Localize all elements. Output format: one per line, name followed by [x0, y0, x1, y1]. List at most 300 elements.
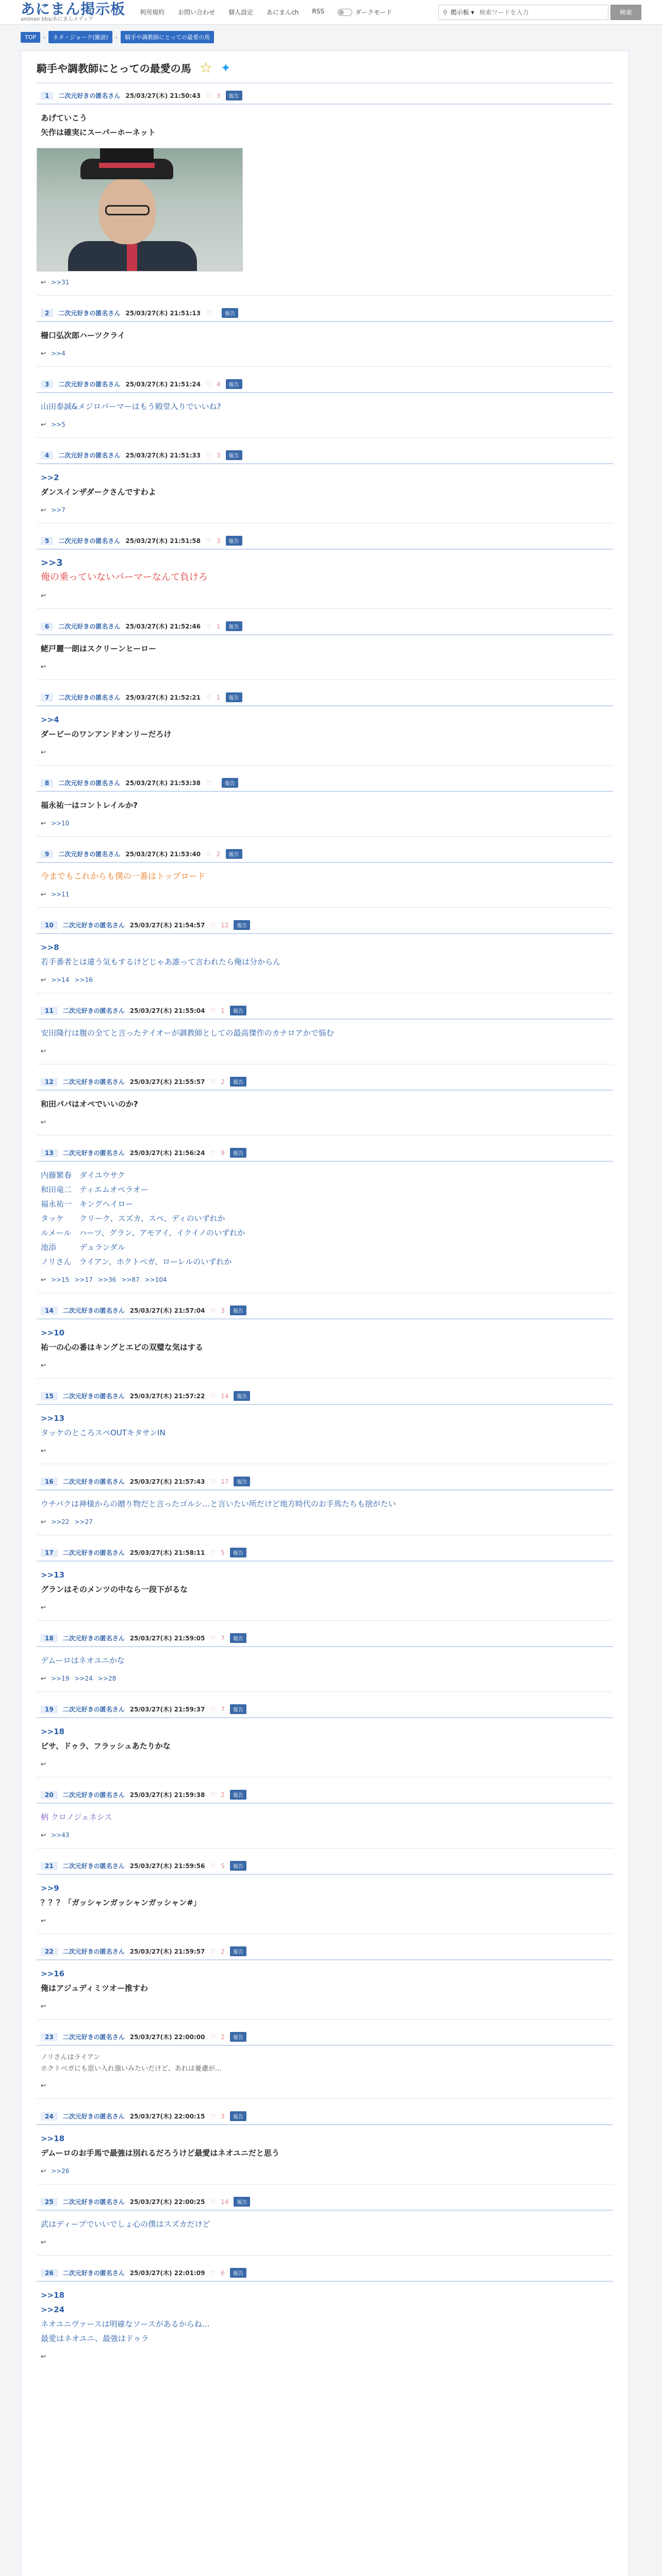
post-text-line: デムーロのお手馬で最強は別れるだろうけど最愛はネオユニだと思う — [41, 2148, 279, 2158]
post-author: 二次元好きの匿名さん — [62, 1706, 125, 1713]
toggle-switch-icon[interactable] — [338, 9, 352, 16]
reply-icon[interactable]: ↩ — [41, 820, 46, 827]
like-count: 2 — [216, 850, 221, 858]
post-number[interactable]: 4 — [41, 451, 53, 460]
post-meta — [37, 533, 613, 550]
post-date: 25/03/27(木) 21:53:40 — [125, 851, 201, 858]
post-number[interactable]: 10 — [41, 921, 58, 929]
post-text-line: 柵口弘次郎ハーツクライ — [41, 331, 125, 340]
like-heart-icon[interactable]: ♡ — [210, 1791, 216, 1799]
reply-icon[interactable]: ↩ — [41, 1276, 46, 1283]
post-body — [37, 792, 613, 816]
post-body — [37, 706, 613, 744]
post-meta — [37, 1545, 613, 1562]
post — [37, 614, 613, 680]
post-meta — [37, 618, 613, 635]
post-image[interactable] — [37, 148, 243, 272]
post-number[interactable]: 26 — [41, 2269, 58, 2277]
breadcrumb-category[interactable]: ネタ・ジョーク(雑談) — [48, 31, 112, 43]
post-text-line: グランはそのメンツの中なら一段下がるな — [41, 1585, 188, 1594]
post-date: 25/03/27(木) 21:59:56 — [129, 1862, 205, 1870]
post-meta — [37, 1145, 613, 1162]
like-heart-icon[interactable]: ♡ — [210, 1392, 216, 1400]
post-meta — [37, 689, 613, 706]
post-footer — [37, 502, 613, 514]
post-number[interactable]: 7 — [41, 693, 53, 702]
post-number[interactable]: 15 — [41, 1392, 58, 1400]
post-meta — [37, 1858, 613, 1875]
post-author: 二次元好きの匿名さん — [58, 92, 121, 99]
like-heart-icon[interactable]: ♡ — [206, 537, 211, 545]
post-body — [37, 1804, 613, 1827]
reply-ref-link[interactable]: >>27 — [74, 1518, 93, 1526]
post-text-line: 和田竜二 ティエムオペラオー — [41, 1185, 148, 1194]
post-body — [37, 1091, 613, 1114]
post-text-line: ピサ、ドゥラ、フラッシュあたりかな — [41, 1741, 171, 1751]
post-number[interactable]: 17 — [41, 1549, 58, 1557]
post-author: 二次元好きの匿名さん — [62, 1149, 125, 1157]
like-heart-icon[interactable]: ♡ — [210, 2269, 216, 2277]
reply-anchor-link[interactable]: >>16 — [41, 1969, 65, 1978]
post-number[interactable]: 5 — [41, 537, 53, 545]
post-footer — [37, 972, 613, 984]
post-list — [37, 83, 613, 2576]
post — [37, 301, 613, 367]
reply-icon[interactable]: ↩ — [41, 1917, 46, 1924]
post-date: 25/03/27(木) 21:51:58 — [125, 537, 201, 545]
report-button[interactable]: 報告 — [230, 1861, 246, 1871]
reply-anchor-link[interactable]: >>13 — [41, 1414, 65, 1423]
report-button[interactable]: 報告 — [226, 692, 242, 702]
like-count: 3 — [221, 1307, 225, 1314]
like-count: 2 — [221, 1078, 225, 1086]
post-date: 25/03/27(木) 21:51:13 — [125, 310, 201, 317]
report-button[interactable]: 報告 — [230, 1633, 246, 1643]
like-count: 3 — [221, 2112, 225, 2120]
post-footer — [37, 2163, 613, 2175]
like-heart-icon[interactable]: ♡ — [210, 1634, 216, 1642]
site-header — [0, 0, 662, 25]
reply-ref-link[interactable]: >>14 — [51, 976, 70, 984]
reply-anchor-link[interactable]: >>18 — [41, 2291, 65, 2300]
like-count: 1 — [216, 693, 221, 701]
post-footer — [37, 1114, 613, 1126]
like-heart-icon[interactable]: ♡ — [206, 779, 211, 787]
like-count: 5 — [221, 1862, 225, 1870]
post-meta — [37, 917, 613, 934]
like-heart-icon[interactable]: ♡ — [206, 309, 211, 317]
report-button[interactable]: 報告 — [222, 778, 238, 788]
logo-subtitle: animan bbs/あにまんメディア — [21, 16, 94, 22]
like-heart-icon[interactable]: ♡ — [206, 622, 211, 630]
reply-icon[interactable]: ↩ — [41, 1832, 46, 1839]
report-button[interactable]: 報告 — [230, 1548, 246, 1557]
post — [37, 1298, 613, 1379]
post-footer — [37, 816, 613, 827]
post-date: 25/03/27(木) 21:59:38 — [129, 1791, 205, 1799]
post-footer — [37, 1443, 613, 1454]
post-text-line: デムーロはネオユニかな — [41, 1656, 125, 1665]
post-footer — [37, 1671, 613, 1682]
post-body — [37, 2046, 613, 2078]
like-count: 2 — [221, 1947, 225, 1955]
post-author: 二次元好きの匿名さん — [62, 1791, 125, 1799]
header-nav — [140, 8, 324, 16]
post — [37, 1854, 613, 1934]
like-heart-icon[interactable]: ♡ — [206, 693, 211, 701]
post-text-line: ノリさんはライアン — [41, 2054, 101, 2061]
post-author: 二次元好きの匿名さん — [62, 2198, 125, 2206]
favorite-star-icon[interactable]: ☆ — [199, 59, 212, 76]
breadcrumb-top[interactable]: TOP — [21, 32, 40, 43]
reply-anchor-link[interactable]: >>8 — [41, 943, 59, 952]
reply-ref-link[interactable]: >>87 — [121, 1276, 140, 1283]
like-heart-icon[interactable]: ♡ — [206, 380, 211, 388]
post-meta — [37, 2194, 613, 2211]
post-body — [37, 464, 613, 502]
logo-title[interactable]: あにまん掲示板 — [21, 0, 126, 18]
report-button[interactable]: 報告 — [226, 536, 242, 546]
site-logo[interactable] — [21, 2, 125, 23]
post-text-line: 福永祐一 キングヘイロー — [41, 1199, 134, 1209]
reply-icon[interactable]: ↩ — [41, 1447, 46, 1454]
reply-icon[interactable]: ↩ — [41, 1675, 46, 1682]
reply-icon[interactable]: ↩ — [41, 1760, 46, 1768]
nav-contact[interactable]: お問い合わせ — [178, 9, 216, 16]
post — [37, 1626, 613, 1692]
like-heart-icon[interactable]: ♡ — [210, 1947, 216, 1955]
search-scope-select[interactable]: 掲示板 ▾ — [450, 9, 474, 16]
post-number[interactable]: 13 — [41, 1149, 58, 1157]
reply-icon[interactable]: ↩ — [41, 1604, 46, 1611]
reply-icon[interactable]: ↩ — [41, 1118, 46, 1126]
nav-terms[interactable]: 利用規約 — [140, 9, 165, 16]
report-button[interactable]: 報告 — [230, 2111, 246, 2121]
post-date: 25/03/27(木) 21:57:22 — [129, 1393, 205, 1400]
post-footer — [37, 1358, 613, 1369]
report-button[interactable]: 報告 — [230, 1704, 246, 1714]
like-heart-icon[interactable]: ♡ — [206, 92, 211, 99]
post-text-line: 武はディープでいいでしょ心の僕はスズカだけど — [41, 2219, 210, 2229]
like-heart-icon[interactable]: ♡ — [210, 1549, 216, 1556]
post — [37, 83, 613, 296]
post-meta — [37, 2108, 613, 2125]
post-number[interactable]: 19 — [41, 1705, 58, 1714]
post-number[interactable]: 3 — [41, 380, 53, 388]
post — [37, 998, 613, 1064]
post-footer — [37, 2349, 613, 2360]
like-count: 2 — [221, 2033, 225, 2041]
post-text-line: ノリさん ライアン、ホクトベガ、ローレルのいずれか — [41, 1257, 232, 1266]
reply-icon[interactable]: ↩ — [41, 2082, 46, 2089]
post-text-line: ホクトベガにも思い入れ強いみたいだけど、あれは憂慮が… — [41, 2065, 222, 2073]
report-button[interactable]: 報告 — [226, 450, 242, 460]
post-meta — [37, 1473, 613, 1490]
post-number[interactable]: 16 — [41, 1478, 58, 1486]
reply-ref-link[interactable]: >>43 — [51, 1832, 70, 1839]
post-number[interactable]: 22 — [41, 1947, 58, 1956]
post — [37, 2261, 613, 2576]
reply-icon[interactable]: ↩ — [41, 2239, 46, 2246]
like-count: 7 — [221, 1634, 225, 1642]
post-body — [37, 1960, 613, 1998]
reply-icon[interactable]: ↩ — [41, 749, 46, 756]
reply-ref-link[interactable]: >>19 — [51, 1675, 70, 1682]
report-button[interactable]: 報告 — [234, 920, 250, 930]
like-count: 3 — [216, 451, 221, 459]
post-number[interactable]: 6 — [41, 622, 53, 631]
like-heart-icon[interactable]: ♡ — [206, 451, 211, 459]
like-count: 7 — [221, 1705, 225, 1713]
reply-anchor-link[interactable]: >>18 — [41, 1727, 65, 1736]
post-text-line: ダンスインザダークさんですわよ — [41, 487, 156, 497]
post-date: 25/03/27(木) 21:52:21 — [125, 694, 201, 701]
post-footer — [37, 1514, 613, 1526]
post-footer — [37, 1600, 613, 1611]
report-button[interactable]: 報告 — [234, 2197, 250, 2207]
reply-ref-link[interactable]: >>10 — [51, 820, 70, 827]
like-heart-icon[interactable]: ♡ — [210, 1149, 216, 1157]
post — [37, 1939, 613, 2020]
nav-rss[interactable]: RSS — [312, 8, 324, 15]
report-button[interactable]: 報告 — [230, 1946, 246, 1956]
post-date: 25/03/27(木) 21:59:05 — [129, 1635, 205, 1642]
report-button[interactable]: 報告 — [226, 621, 242, 631]
like-heart-icon[interactable]: ♡ — [210, 2198, 216, 2206]
post — [37, 1469, 613, 1535]
post-body — [37, 550, 613, 588]
thread-header — [37, 60, 613, 83]
post-author: 二次元好きの匿名さん — [62, 1862, 125, 1870]
search-box[interactable] — [438, 5, 608, 20]
reply-ref-link[interactable]: >>11 — [51, 891, 70, 898]
like-heart-icon[interactable]: ♡ — [210, 1862, 216, 1870]
reply-ref-link[interactable]: >>31 — [51, 279, 70, 286]
like-heart-icon[interactable]: ♡ — [210, 1478, 216, 1485]
post-meta — [37, 1074, 613, 1091]
reply-icon[interactable]: ↩ — [41, 2003, 46, 2010]
reply-ref-link[interactable]: >>36 — [97, 1276, 117, 1283]
like-count: 2 — [221, 1791, 225, 1799]
post-number[interactable]: 24 — [41, 2112, 58, 2121]
post-date: 25/03/27(木) 21:53:38 — [125, 779, 201, 787]
breadcrumb-thread[interactable]: 騎手や調教師にとっての最愛の馬 — [121, 31, 214, 43]
post-number[interactable]: 18 — [41, 1634, 58, 1642]
dark-mode-toggle[interactable] — [338, 8, 392, 16]
reply-icon[interactable]: ↩ — [41, 421, 46, 428]
reply-anchor-link[interactable]: >>13 — [41, 1570, 65, 1580]
post-author: 二次元好きの匿名さん — [62, 1549, 125, 1556]
reply-icon[interactable]: ↩ — [41, 350, 46, 357]
post-number[interactable]: 8 — [41, 779, 53, 787]
reply-icon[interactable]: ↩ — [41, 891, 46, 898]
report-button[interactable]: 報告 — [234, 1391, 250, 1401]
post-number[interactable]: 1 — [41, 92, 53, 100]
reply-ref-link[interactable]: >>104 — [144, 1276, 167, 1283]
like-heart-icon[interactable]: ♡ — [210, 2112, 216, 2120]
post-number[interactable]: 11 — [41, 1007, 58, 1015]
reply-icon[interactable]: ↩ — [41, 976, 46, 984]
reply-ref-link[interactable]: >>5 — [51, 421, 65, 428]
post-date: 25/03/27(木) 21:51:24 — [125, 381, 201, 388]
post-body — [37, 2282, 613, 2349]
post-number[interactable]: 21 — [41, 1862, 58, 1870]
reply-icon[interactable]: ↩ — [41, 506, 46, 514]
search-button[interactable]: 検索 — [610, 5, 641, 20]
nav-settings[interactable]: 個人設定 — [228, 9, 254, 16]
report-button[interactable]: 報告 — [230, 1077, 246, 1087]
post-author: 二次元好きの匿名さん — [62, 1007, 125, 1014]
post-number[interactable]: 12 — [41, 1078, 58, 1086]
like-heart-icon[interactable]: ♡ — [210, 1007, 216, 1014]
reply-anchor-link[interactable]: >>4 — [41, 715, 59, 724]
reply-ref-link[interactable]: >>24 — [74, 1675, 93, 1682]
report-button[interactable]: 報告 — [230, 2032, 246, 2042]
post-number[interactable]: 2 — [41, 309, 53, 317]
reply-ref-link[interactable]: >>4 — [51, 350, 65, 357]
post-date: 25/03/27(木) 21:57:04 — [129, 1307, 205, 1314]
like-heart-icon[interactable]: ♡ — [210, 1307, 216, 1314]
nav-animanch[interactable]: あにまんch — [267, 9, 299, 16]
post-author: 二次元好きの匿名さん — [62, 2033, 125, 2041]
post-meta — [37, 1701, 613, 1718]
reply-icon[interactable]: ↩ — [41, 1362, 46, 1369]
post-text-line: 安田隆行は腹の全てと言ったテイオーが調教師としての最高傑作のカナロアかで悩む — [41, 1028, 334, 1038]
thread-container — [21, 50, 629, 2576]
reply-ref-link[interactable]: >>15 — [51, 1276, 70, 1283]
like-count: 17 — [221, 1478, 229, 1485]
report-button[interactable]: 報告 — [234, 1477, 250, 1486]
like-heart-icon[interactable]: ♡ — [210, 2033, 216, 2041]
post-footer — [37, 744, 613, 756]
reply-ref-link[interactable]: >>28 — [97, 1675, 117, 1682]
reply-anchor-link[interactable]: >>18 — [41, 2134, 65, 2143]
like-heart-icon[interactable]: ♡ — [210, 921, 216, 929]
post-author: 二次元好きの匿名さん — [58, 851, 121, 858]
breadcrumb — [0, 25, 662, 43]
post — [37, 842, 613, 908]
like-count: 14 — [221, 2198, 229, 2206]
post — [37, 1697, 613, 1777]
reply-anchor-link[interactable]: >>3 — [41, 557, 63, 568]
reply-icon[interactable]: ↩ — [41, 592, 46, 599]
report-button[interactable]: 報告 — [230, 1006, 246, 1015]
post-text-line: 俺はアジュディミツオー推すわ — [41, 1984, 148, 1993]
post-author: 二次元好きの匿名さん — [62, 2269, 125, 2277]
post-date: 25/03/27(木) 21:56:24 — [129, 1149, 205, 1157]
report-button[interactable]: 報告 — [230, 1306, 246, 1315]
like-heart-icon[interactable]: ♡ — [210, 1078, 216, 1086]
reply-anchor-link[interactable]: >>2 — [41, 473, 59, 482]
twitter-bird-icon[interactable]: ✦ — [220, 60, 231, 75]
search-input[interactable] — [478, 8, 604, 16]
post-text-line: 池添 デュランダル — [41, 1243, 125, 1252]
like-heart-icon[interactable]: ♡ — [210, 1705, 216, 1713]
like-count: 9 — [221, 1149, 225, 1157]
post-text-line: タッケのところスペOUTキタサンIN — [41, 1428, 166, 1437]
post-author: 二次元好きの匿名さん — [62, 2113, 125, 2120]
post-author: 二次元好きの匿名さん — [62, 1478, 125, 1485]
post-body — [37, 1647, 613, 1671]
post-body — [37, 2211, 613, 2234]
reply-icon[interactable]: ↩ — [41, 1518, 46, 1526]
post-footer — [37, 659, 613, 670]
reply-icon[interactable]: ↩ — [41, 2353, 46, 2360]
post-number[interactable]: 14 — [41, 1307, 58, 1315]
reply-icon[interactable]: ↩ — [41, 663, 46, 670]
reply-anchor-link[interactable]: >>10 — [41, 1328, 65, 1337]
post-text-line: ルメール ハーツ、グラン、アモアイ、イクイノのいずれか — [41, 1228, 245, 1238]
reply-anchor-link[interactable]: >>9 — [41, 1884, 59, 1893]
report-button[interactable]: 報告 — [226, 91, 242, 100]
post-footer — [37, 1272, 613, 1283]
post — [37, 2025, 613, 2099]
post-text-line: 内藤繁春 ダイユウサク — [41, 1171, 125, 1180]
report-button[interactable]: 報告 — [226, 379, 242, 389]
post — [37, 529, 613, 609]
report-button[interactable]: 報告 — [230, 2268, 246, 2278]
post-date: 25/03/27(木) 22:00:25 — [129, 2198, 205, 2206]
report-button[interactable]: 報告 — [226, 849, 242, 859]
reply-ref-link[interactable]: >>17 — [74, 1276, 93, 1283]
post-number[interactable]: 23 — [41, 2033, 58, 2041]
post-body — [37, 1020, 613, 1043]
post-author: 二次元好きの匿名さん — [58, 537, 121, 545]
post-number[interactable]: 25 — [41, 2198, 58, 2206]
post-meta — [37, 88, 613, 105]
post-meta — [37, 1003, 613, 1020]
reply-ref-link[interactable]: >>22 — [51, 1518, 70, 1526]
report-button[interactable]: 報告 — [222, 308, 238, 318]
post-text-line: ウチパクは神様からの贈り物だと言ったゴルシ…と言いたい所だけど地方時代のお手馬たちも捨がたい — [41, 1499, 396, 1509]
post-number[interactable]: 9 — [41, 850, 53, 858]
reply-icon[interactable]: ↩ — [41, 279, 46, 286]
post-text-line: 今までもこれからも僕の一番はトップロード — [41, 871, 206, 881]
reply-ref-link[interactable]: >>7 — [51, 506, 65, 514]
like-count: 1 — [221, 1007, 225, 1014]
reply-ref-link[interactable]: >>26 — [51, 2167, 70, 2175]
post — [37, 2190, 613, 2256]
post-body — [37, 393, 613, 417]
post-date: 25/03/27(木) 21:50:43 — [125, 92, 201, 99]
reply-icon[interactable]: ↩ — [41, 2167, 46, 2175]
post — [37, 771, 613, 837]
post-body — [37, 1718, 613, 1756]
post-body — [37, 105, 613, 143]
reply-anchor-link[interactable]: >>24 — [41, 2305, 65, 2314]
reply-icon[interactable]: ↩ — [41, 1047, 46, 1055]
post-footer — [37, 887, 613, 898]
like-heart-icon[interactable]: ♡ — [206, 850, 211, 858]
post — [37, 1783, 613, 1849]
post-body — [37, 863, 613, 887]
like-count: 3 — [216, 92, 221, 99]
reply-ref-link[interactable]: >>16 — [74, 976, 93, 984]
report-button[interactable]: 報告 — [230, 1790, 246, 1800]
post-meta — [37, 447, 613, 464]
post-author: 二次元好きの匿名さん — [62, 1948, 125, 1955]
like-count: 12 — [221, 921, 229, 929]
like-count: 4 — [216, 380, 221, 388]
post-date: 25/03/27(木) 21:52:46 — [125, 623, 201, 630]
search-icon: ⚲ — [443, 8, 448, 16]
report-button[interactable]: 報告 — [230, 1148, 246, 1158]
post-footer — [37, 1756, 613, 1768]
post-footer — [37, 346, 613, 357]
post-number[interactable]: 20 — [41, 1791, 58, 1799]
post-footer — [37, 2234, 613, 2246]
post-date: 25/03/27(木) 21:59:57 — [129, 1948, 205, 1955]
